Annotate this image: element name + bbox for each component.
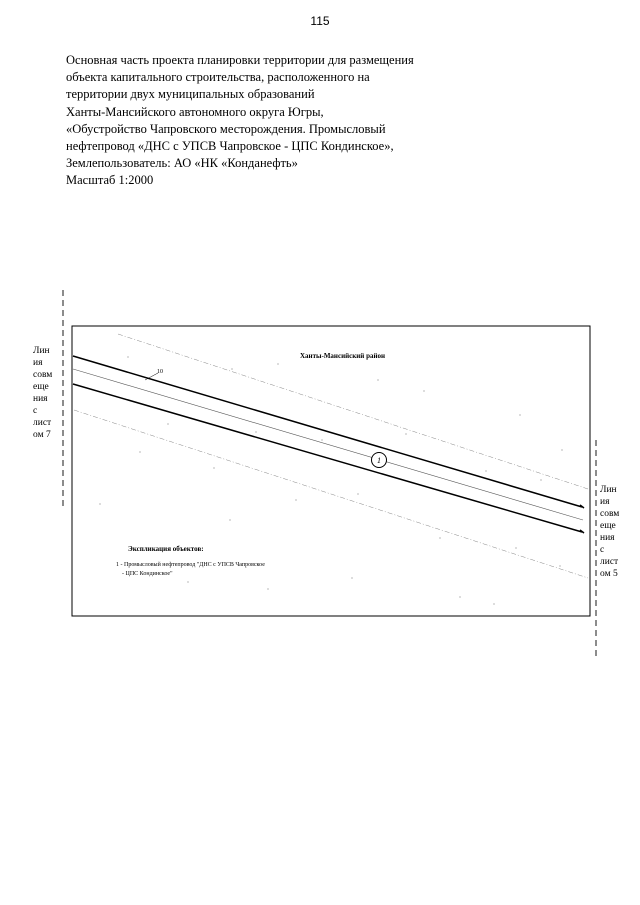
header-line: территории двух муниципальных образований (66, 87, 315, 102)
explication-item: 1 - Промысловый нефтепровод "ДНС с УПСВ Чапровское - ЦПС Кондинское" (116, 562, 265, 577)
corridor-line-upper (73, 356, 582, 507)
header-line: Основная часть проекта планировки территории для размещения (66, 53, 414, 67)
pipeline-axis (73, 369, 583, 520)
corridor-line-lower (73, 384, 582, 532)
overlap-label-right: Лин ия совм еще ния с лист ом 5 (600, 485, 620, 579)
header-line: Ханты-Мансийского автономного округа Югры, (66, 104, 324, 119)
explication-title: Экспликация объектов: (128, 545, 204, 553)
header-line: «Обустройство Чапровского месторождения. Промысловый (66, 121, 386, 136)
district-label: Ханты-Мансийский район (300, 352, 386, 360)
header-line: объекта капитального строительства, расположенного на (66, 70, 370, 85)
scale-line: Масштаб 1:2000 (66, 173, 154, 188)
header-line: Землепользователь: АО «НК «Конданефть» (66, 156, 298, 171)
object-number-circle: 1 (371, 452, 387, 468)
header-line: нефтепровод «ДНС с УПСВ Чапровское - ЦПС Кондинское», (66, 139, 394, 154)
overlap-label-left: Лин ия совм еще ния с лист ом 7 (33, 346, 53, 440)
marker-label: 10 (157, 369, 163, 375)
page-number: 115 (310, 14, 330, 28)
